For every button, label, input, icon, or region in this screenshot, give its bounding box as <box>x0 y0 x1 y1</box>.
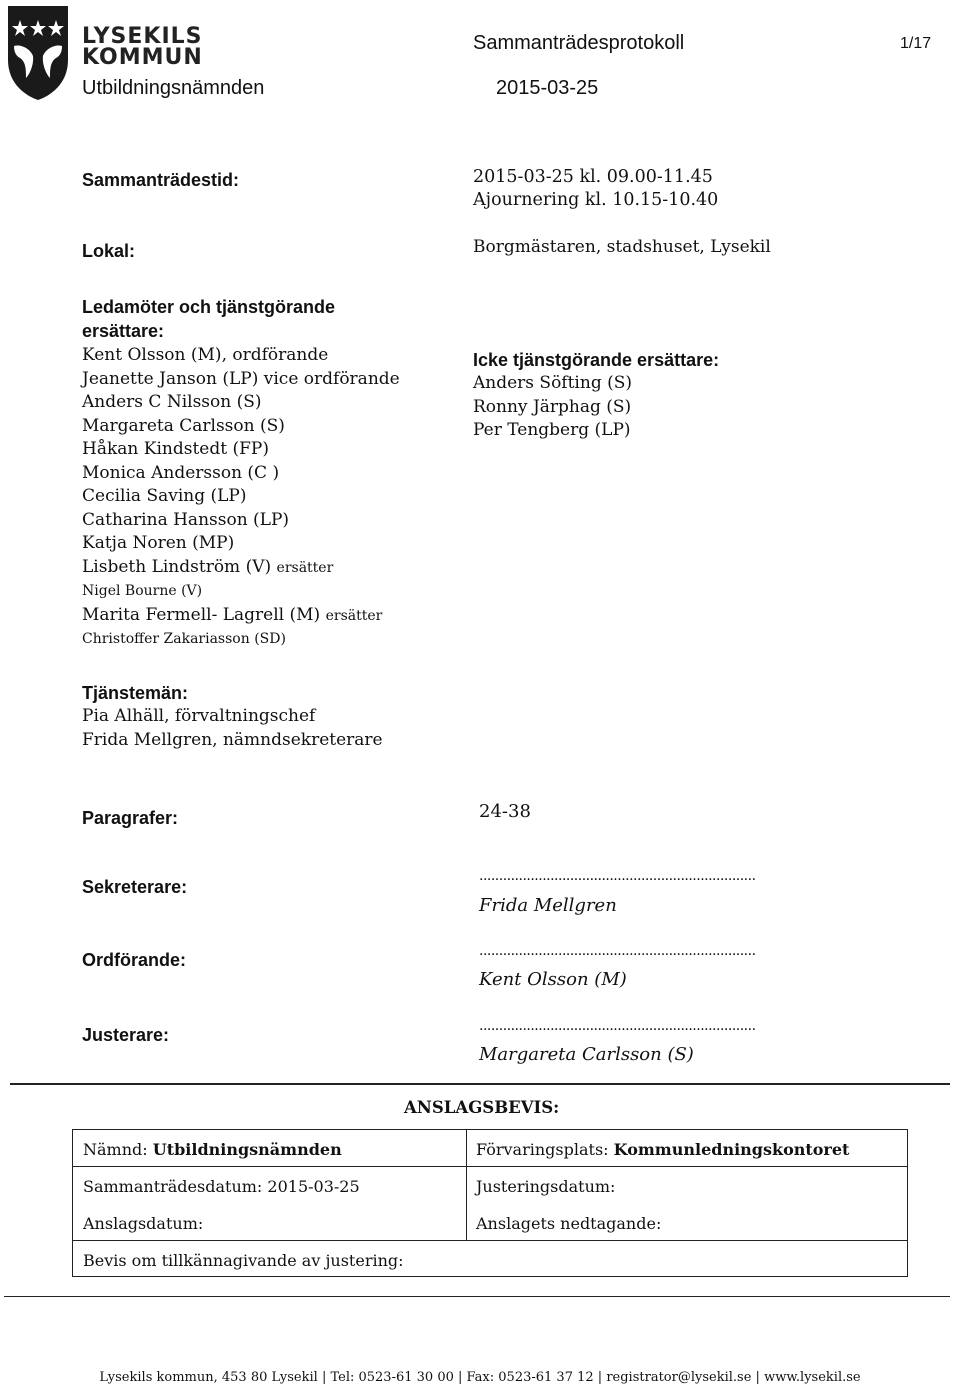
substitute-item <box>82 604 400 629</box>
meeting-time-label: Sammanträdestid: <box>82 170 240 190</box>
secretary-label: Sekreterare: <box>82 877 188 897</box>
notice-title: ANSLAGSBEVIS: <box>404 1098 560 1117</box>
header-date: 2015-03-25 <box>496 77 599 99</box>
meeting-date-cell <box>83 1177 360 1196</box>
posted-date-label: Anslagsdatum: <box>83 1214 204 1233</box>
chair-name: Kent Olsson (M) <box>479 969 627 990</box>
document-title: Sammanträdesprotokoll <box>473 32 685 54</box>
replaced-member: Nigel Bourne (V) <box>82 583 203 599</box>
location-value: Borgmästaren, stadshuset, Lysekil <box>473 237 771 257</box>
footer-fax: Fax: 0523-61 37 12 <box>466 1370 594 1385</box>
substitute-note: ersätter <box>325 607 383 624</box>
secretary-signature-line: ...................................................................... <box>479 868 756 884</box>
footer-separator: | <box>597 1370 603 1385</box>
committee-label: Nämnd: <box>83 1140 148 1159</box>
footer-separator: | <box>321 1370 327 1385</box>
footer-separator: | <box>755 1370 760 1385</box>
adjuster-label: Justerare: <box>82 1025 170 1045</box>
proof-label: Bevis om tillkännagivande av justering: <box>83 1251 404 1270</box>
member-item: Anders C Nilsson (S) <box>82 392 262 412</box>
non-serving-item: Anders Söfting (S) <box>473 373 633 393</box>
table-divider <box>73 1240 907 1241</box>
table-divider <box>73 1166 907 1167</box>
chair-signature-line: ...................................................................... <box>479 943 756 959</box>
notice-table <box>72 1129 908 1277</box>
members-heading <box>82 295 335 343</box>
footer-email-link[interactable]: registrator@lysekil.se <box>606 1370 752 1385</box>
secretary-name: Frida Mellgren <box>479 895 617 916</box>
official-item: Pia Alhäll, förvaltningschef <box>82 706 316 726</box>
members-list <box>82 344 400 652</box>
member-item: Cecilia Saving (LP) <box>82 486 247 506</box>
chair-label: Ordförande: <box>82 950 187 970</box>
member-item: Catharina Hansson (LP) <box>82 509 290 530</box>
adjust-date-label: Justeringsdatum: <box>476 1177 616 1196</box>
meeting-date-label: Sammanträdesdatum: <box>83 1177 263 1196</box>
officials-heading: Tjänstemän: <box>82 683 189 703</box>
footer-separator: | <box>458 1370 463 1385</box>
committee-cell <box>83 1140 342 1159</box>
meeting-time-line: 2015-03-25 kl. 09.00-11.45 <box>473 167 713 187</box>
member-item: Jeanette Janson (LP) vice ordförande <box>82 368 400 389</box>
committee-value: Utbildningsnämnden <box>152 1140 342 1159</box>
table-divider <box>466 1130 467 1241</box>
non-serving-list <box>473 372 632 443</box>
adjuster-signature-line: ...................................................................... <box>479 1018 756 1034</box>
non-serving-heading: Icke tjänstgörande ersättare: <box>473 350 720 370</box>
adjournment-line: Ajournering kl. 10.15-10.40 <box>473 190 719 210</box>
member-item: Katja Noren (MP) <box>82 533 235 553</box>
location-label: Lokal: <box>82 241 136 261</box>
storage-label: Förvaringsplats: <box>476 1140 609 1159</box>
member-item: Monica Andersson (C ) <box>82 462 280 483</box>
member-item: Kent Olsson (M), ordförande <box>82 345 329 365</box>
footer <box>0 1370 960 1385</box>
non-serving-item: Ronny Järphag (S) <box>473 396 632 417</box>
members-heading-line1: Ledamöter och tjänstgörande <box>82 297 336 317</box>
member-item: Håkan Kindstedt (FP) <box>82 439 269 459</box>
adjuster-name: Margareta Carlsson (S) <box>479 1044 694 1065</box>
footer-phone: Tel: 0523-61 30 00 <box>330 1370 454 1385</box>
storage-cell <box>476 1140 849 1159</box>
meeting-time-value <box>473 166 718 212</box>
substitute-note: ersätter <box>276 559 334 576</box>
logo-text-line1: LYSEKILS <box>82 24 203 49</box>
substitute-item <box>82 556 400 581</box>
paragraphs-label: Paragrafer: <box>82 808 179 828</box>
replaced-member: Christoffer Zakariasson (SD) <box>82 631 286 647</box>
officials-list <box>82 705 383 752</box>
meeting-date-value: 2015-03-25 <box>267 1177 360 1196</box>
members-heading-line2: ersättare: <box>82 321 165 341</box>
official-item: Frida Mellgren, nämndsekreterare <box>82 729 383 750</box>
member-item: Margareta Carlsson (S) <box>82 415 285 436</box>
section-divider <box>10 1083 950 1085</box>
removed-date-label: Anslagets nedtagande: <box>476 1214 662 1233</box>
non-serving-item: Per Tengberg (LP) <box>473 420 631 440</box>
header-department: Utbildningsnämnden <box>82 77 265 99</box>
lysekil-coat-of-arms-logo <box>6 4 70 102</box>
paragraphs-value: 24-38 <box>479 801 531 822</box>
substitute-name: Lisbeth Lindström (V) <box>82 556 272 577</box>
page-number: 1/17 <box>900 35 932 52</box>
logo-text-line2: KOMMUN <box>82 45 203 70</box>
storage-value: Kommunledningskontoret <box>613 1140 850 1159</box>
logo-wordmark <box>82 26 203 68</box>
footer-web-link[interactable]: www.lysekil.se <box>764 1370 861 1385</box>
footer-divider <box>4 1296 950 1297</box>
substitute-name: Marita Fermell- Lagrell (M) <box>82 604 321 625</box>
footer-address: Lysekils kommun, 453 80 Lysekil <box>99 1370 318 1385</box>
